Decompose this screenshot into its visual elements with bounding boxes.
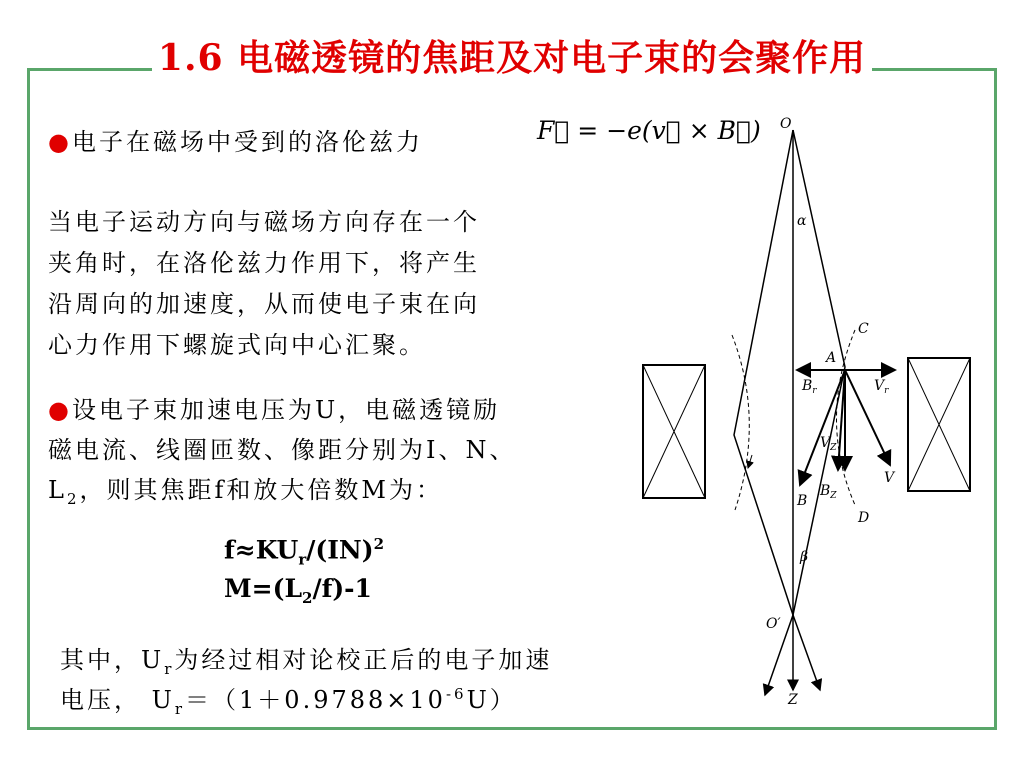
svg-text:B: B — [797, 493, 808, 509]
lorentz-line — [48, 122, 423, 157]
p2-line-3-b: ，则其焦距f和放大倍数M为： — [79, 476, 443, 504]
p1-line-3: 沿周向的加速度，从而使电子束在向 — [48, 290, 480, 318]
svg-text:BZ: $B_Z$ — [820, 483, 837, 501]
note-line-1 — [60, 640, 552, 678]
note-2-sub: r — [174, 699, 186, 718]
right-coil — [908, 358, 970, 491]
svg-text:O′: O′ — [766, 616, 781, 632]
svg-text:C: C — [858, 321, 869, 337]
formula-text: F⃗ = −e(v⃗ × B⃗) — [537, 116, 761, 145]
eq1-sub: r — [298, 550, 307, 569]
p1-line-2: 夹角时，在洛伦兹力作用下，将产生 — [48, 249, 480, 277]
svg-text:VZ: $V_Z$ — [820, 435, 837, 453]
bullet-icon: ● — [48, 128, 72, 156]
note-1-b: 为经过相对论校正后的电子加速 — [174, 646, 553, 674]
svg-text:A: A — [826, 350, 837, 366]
p2-line-1 — [48, 390, 500, 425]
p1-line-4: 心力作用下螺旋式向中心汇聚。 — [48, 331, 426, 359]
field-line-left — [732, 335, 749, 510]
note-1-sub: r — [164, 659, 175, 678]
eq2-sub: 2 — [302, 589, 313, 607]
p1-line-1: 当电子运动方向与磁场方向存在一个 — [48, 208, 480, 236]
eq1-b: /(IN) — [306, 535, 374, 565]
svg-text:Br: $B_r$ — [802, 378, 817, 396]
lens-diagram — [630, 110, 980, 720]
svg-text:O: O — [780, 116, 792, 132]
note-2-b: ＝（1＋0.9788×10 — [185, 686, 446, 714]
note-line-2 — [60, 680, 517, 718]
eq1-sup: 2 — [373, 535, 385, 553]
note-2-a: 电压， U — [60, 686, 175, 714]
svg-text:β: β — [800, 549, 809, 565]
eq2-b: /f)-1 — [312, 574, 372, 603]
eq1-a: f≈KU — [224, 535, 299, 565]
magnification-equation — [224, 574, 372, 607]
svg-text:Vr: $V_r$ — [874, 378, 889, 396]
p2-line-3-sub: 2 — [66, 489, 80, 508]
note-1-a: 其中，U — [60, 646, 165, 674]
lorentz-text: 电子在磁场中受到的洛伦兹力 — [71, 128, 423, 156]
svg-text:α: α — [797, 213, 807, 229]
svg-text:Z: Z — [788, 692, 798, 708]
diagram-labels — [766, 116, 896, 708]
p2-line-2: 磁电流、线圈匝数、像距分别为I、N、 — [48, 436, 517, 464]
p2-line-1-text: 设电子束加速电压为U，电磁透镜励 — [71, 396, 501, 424]
svg-text:D: D — [858, 510, 870, 526]
focal-length-equation — [224, 535, 384, 568]
eq2-a: M=(L — [224, 574, 303, 603]
p2-line-3-a: L — [48, 476, 67, 504]
svg-text:V: V — [884, 470, 895, 486]
bullet-icon: ● — [48, 396, 72, 424]
p2-line-3 — [48, 470, 443, 508]
note-2-c: U） — [466, 686, 517, 714]
left-coil — [643, 365, 705, 498]
note-2-sup: -6 — [445, 685, 467, 703]
slide-title: 1.6 电磁透镜的焦距及对电子束的会聚作用 — [0, 30, 1024, 81]
